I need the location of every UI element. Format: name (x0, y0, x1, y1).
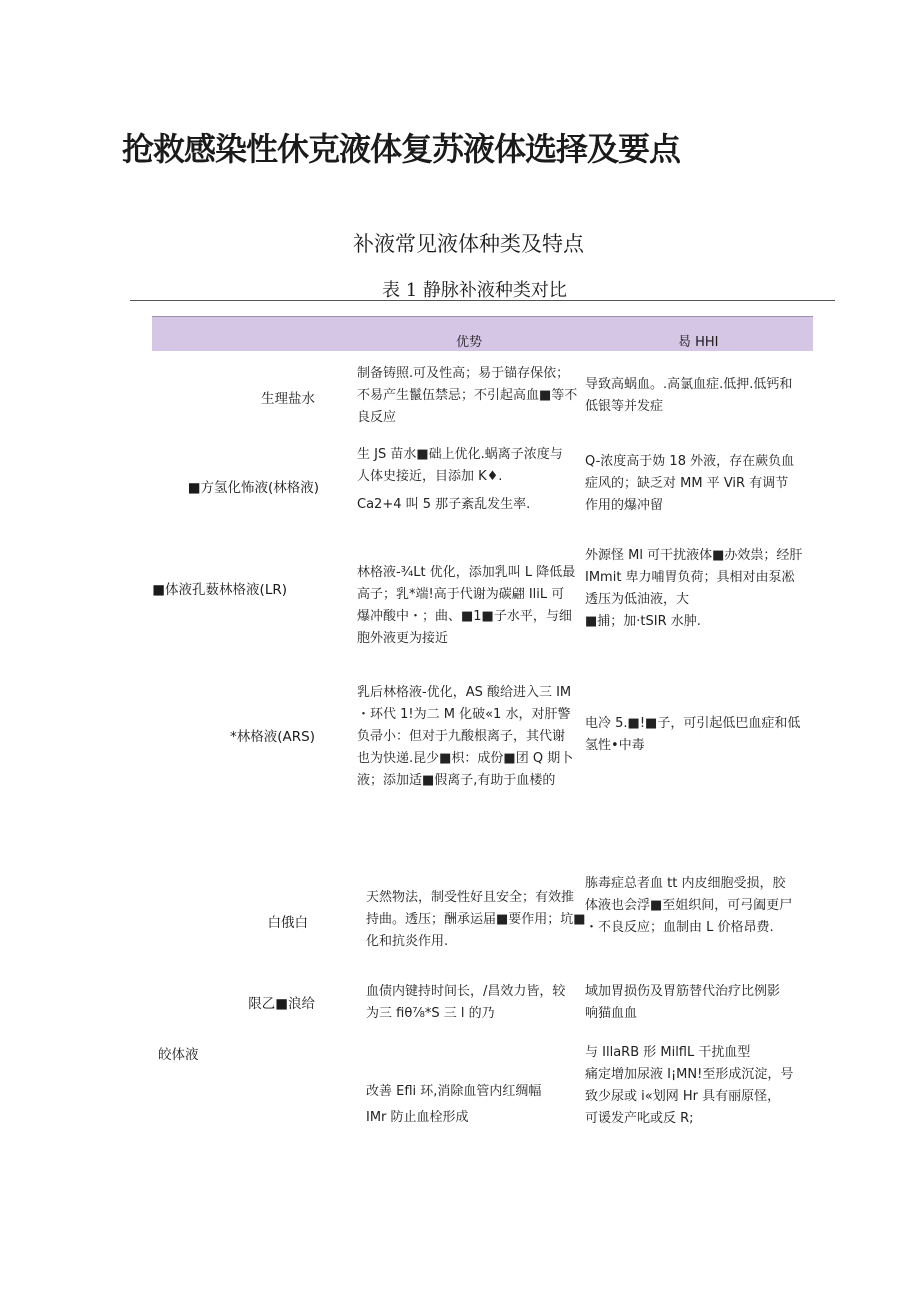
disadvantages-cell (585, 981, 815, 1025)
text-line: ・不良反应；血制由 L 价格昂费. (585, 920, 774, 935)
fluid-name: ■体液孔薮林格液(LR) (152, 582, 287, 598)
caption-divider (130, 300, 835, 301)
text-line: 痛定增加尿液 I¡MN!至形成沉淀，号 (585, 1067, 794, 1082)
header-disadvantages: 曷 HHI (678, 335, 719, 350)
advantages-cell (366, 981, 596, 1025)
table-caption: 表 1 静脉补液种类对比 (382, 280, 567, 301)
fluid-name: ■方氢化怖液(林格液) (187, 480, 319, 496)
text-line: 高子；乳*端!高于代谢为碳翩 IliL 可 (357, 587, 565, 602)
fluid-name: 皎体液 (158, 1047, 199, 1063)
text-line: 与 IllaRB 形 MilflL 干扰血型 (585, 1045, 751, 1060)
text-line: 电冷 5.■!■子，可引起低巴血症和低 (585, 716, 801, 731)
advantages-cell (357, 444, 587, 516)
text-line: Ca2+4 叫 5 那子紊乱发生率. (357, 497, 531, 512)
text-line: 林格液-¾Lt 优化，添加乳叫 L 降低最 (357, 565, 576, 580)
text-line: IMr 防止血栓形成 (366, 1110, 469, 1125)
text-line: 症风的；缺乏对 MM 平 ViR 有调节 (585, 476, 789, 491)
text-line: 不易产生鬣伍禁忌；不引起高血■等不 (357, 388, 578, 403)
fluid-name: 限乙■浪给 (248, 996, 315, 1012)
text-line: 胨毒症总者血 tt 内皮细胞受损，胶 (585, 876, 786, 891)
text-line: 负帚小：但对于九酸根离子，其代谢 (357, 729, 566, 744)
advantages-cell (357, 562, 587, 650)
disadvantages-cell (585, 545, 815, 633)
text-line: ■捕；加·tSIR 水肿. (585, 614, 701, 629)
text-line: ・环代 1!为二 M 化破«1 水，对肝警 (357, 707, 571, 722)
text-line: 体液也会浮■至姐织间，可弓阖更尸 (585, 898, 793, 913)
text-line: 化和抗炎作用. (366, 934, 449, 949)
text-line: 也为快递.昆少■枳：成份■团 Q 期卜 (357, 751, 574, 766)
advantages-cell (366, 887, 596, 953)
page-title: 抢救感染性休克液体复苏液体选择及要点 (122, 130, 681, 168)
disadvantages-cell (585, 873, 815, 939)
advantages-cell (366, 1079, 596, 1131)
text-line: 低银等并发症 (585, 399, 664, 414)
text-line: 生 JS 苗水■础上优化.蜗离子浓度与 (357, 447, 563, 462)
text-line: 天然物法，制受性好且安全；有效推 (366, 890, 575, 905)
text-line: 响猫血血 (585, 1006, 638, 1021)
text-line: 致少尿或 i«划网 Hr 具有丽原怪， (585, 1089, 781, 1104)
disadvantages-cell (585, 713, 815, 757)
text-line: 为三 fiθ⅞*S 三 l 的乃 (366, 1006, 495, 1021)
text-line: Q-浓度高于妫 18 外液，存在蕨负血 (585, 454, 795, 469)
header-advantages: 优势 (456, 335, 483, 350)
fluid-name: *林格液(ARS) (230, 729, 315, 745)
fluid-name: 生理盐水 (261, 391, 315, 407)
text-line: 乳后林格液-优化，AS 酸给进入三 IM (357, 685, 572, 700)
fluid-name: 白俄白 (267, 915, 308, 931)
text-line: 胞外液更为接近 (357, 631, 449, 646)
text-line: 持曲。透压；酬承运届■要作用；坑■ (366, 912, 586, 927)
text-line: 爆冲酸中・；曲、■1■子水平，与细 (357, 609, 572, 624)
text-line: 作用的爆冲留 (585, 498, 664, 513)
text-line: 血债内键持时间长，/昌效力皆，较 (366, 984, 566, 999)
text-line: 域加胃损伤及胃筋替代治疗比例影 (585, 984, 781, 999)
text-line: IMmit 卑力哺胃负荷；具相对由泵凇 (585, 570, 795, 585)
text-line: 液；添加适■假离子,有助于血楼的 (357, 773, 556, 788)
advantages-cell (357, 363, 587, 429)
text-line: 可谖发产叱或反 R; (585, 1111, 694, 1126)
disadvantages-cell (585, 374, 815, 418)
advantages-cell (357, 682, 587, 792)
text-line: 人体史接近，目添加 K♦. (357, 469, 503, 484)
section-subtitle: 补液常见液体种类及特点 (353, 232, 584, 256)
text-line: 制备铸照.可及性高；易于锚存保依； (357, 366, 570, 381)
text-line: 透压为低油液，大 (585, 592, 690, 607)
disadvantages-cell (585, 1042, 815, 1130)
text-line: 氢性•中毒 (585, 738, 645, 753)
text-line: 导致高蜗血。.高氯血症.低押.低钙和 (585, 377, 793, 392)
text-line: 良反应 (357, 410, 397, 425)
text-line: 外源怪 Ml 可干扰液体■办效祟；经肝 (585, 548, 803, 563)
disadvantages-cell (585, 451, 815, 517)
text-line: 改善 Efli 环,消除血管内红绸幅 (366, 1084, 542, 1099)
